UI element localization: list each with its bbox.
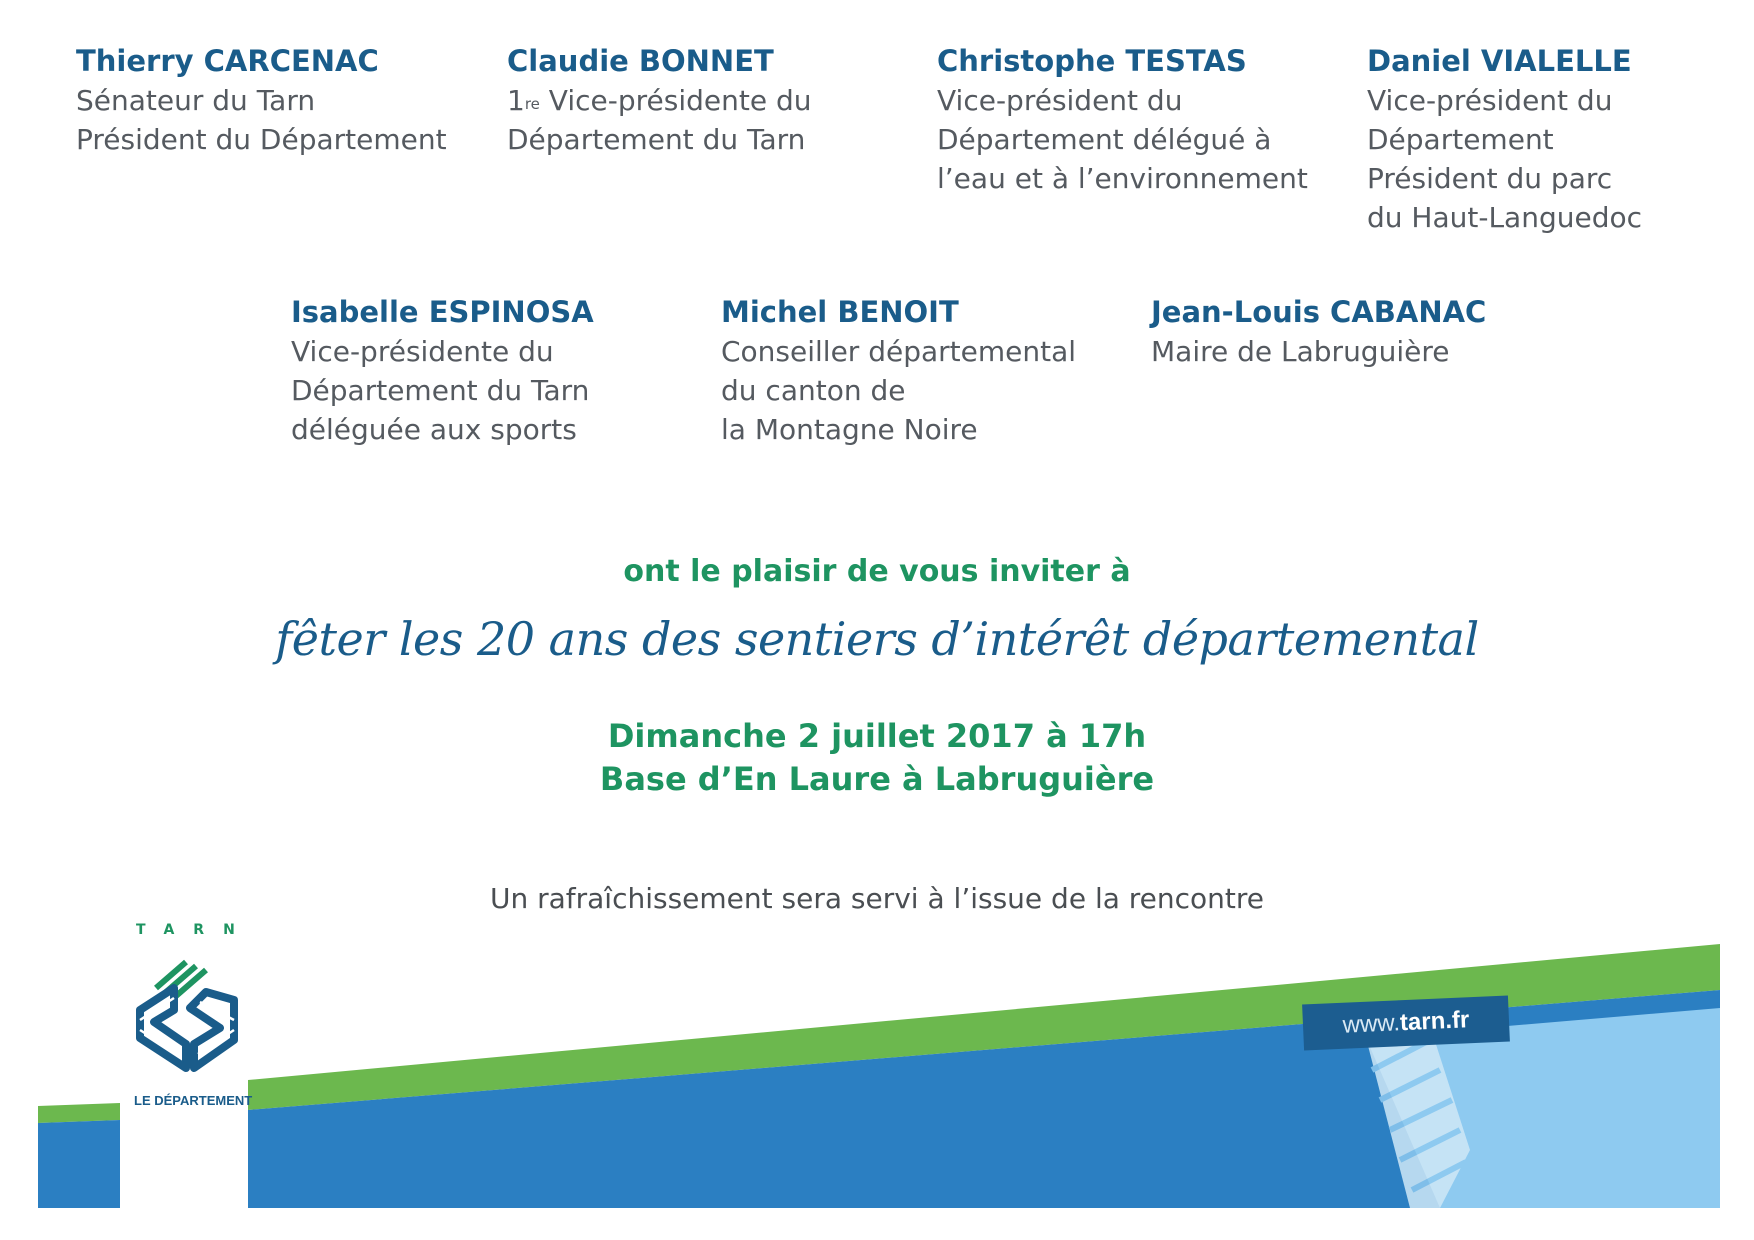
refreshment-note: Un rafraîchissement sera servi à l’issue de la rencontre — [489, 882, 1265, 915]
host-role-line: Département du Tarn — [507, 123, 806, 156]
host-role-line: Vice-président du — [1367, 84, 1613, 117]
host-michel-benoit — [721, 292, 1141, 449]
host-role-line: Maire de Labruguière — [1151, 335, 1450, 368]
host-role-line: Conseiller départemental — [721, 335, 1077, 368]
event-place: Base d’En Laure à Labruguière — [599, 760, 1155, 798]
website-domain: tarn.fr — [1399, 1006, 1470, 1037]
host-role-line: du canton de — [721, 374, 906, 407]
host-role-line: Président du Département — [76, 123, 447, 156]
host-thierry-carcenac — [76, 41, 496, 159]
logo-tarn-text: TARN — [136, 922, 254, 938]
event-title: fêter les 20 ans des sentiers d’intérêt départemental — [275, 612, 1479, 666]
host-name: Claudie BONNET — [507, 44, 774, 78]
host-role-line: la Montagne Noire — [721, 413, 978, 446]
banner-left-green-strip — [38, 1103, 120, 1123]
event-date: Dimanche 2 juillet 2017 à 17h — [607, 717, 1147, 755]
host-role-line: Vice-présidente du — [291, 335, 554, 368]
host-role-line-with-superscript: 1re Vice-présidente du — [507, 84, 812, 117]
host-role-line: déléguée aux sports — [291, 413, 577, 446]
host-role-line: Département délégué à — [937, 123, 1272, 156]
host-role-line: Département — [1367, 123, 1554, 156]
banner-left-blue-block — [38, 1120, 120, 1208]
host-name: Christophe TESTAS — [937, 44, 1247, 78]
host-name: Thierry CARCENAC — [76, 44, 379, 78]
tarn-department-logo-icon — [134, 958, 240, 1084]
host-role-line: Sénateur du Tarn — [76, 84, 316, 117]
website-prefix: www. — [1342, 1009, 1401, 1039]
footer-banner — [0, 920, 1754, 1240]
host-role-line: Président du parc — [1367, 162, 1613, 195]
host-role-line: Département du Tarn — [291, 374, 590, 407]
host-name: Jean-Louis CABANAC — [1151, 295, 1487, 329]
host-jean-louis-cabanac — [1151, 292, 1571, 371]
host-claudie-bonnet — [507, 41, 927, 159]
logo-department-text: LE DÉPARTEMENT — [134, 1093, 253, 1108]
host-christophe-testas — [937, 41, 1357, 198]
host-name: Daniel VIALELLE — [1367, 44, 1632, 78]
host-name: Michel BENOIT — [721, 295, 959, 329]
host-role-line: du Haut-Languedoc — [1367, 201, 1643, 234]
host-role-line: Vice-président du — [937, 84, 1183, 117]
host-role-line: l’eau et à l’environnement — [937, 162, 1308, 195]
host-isabelle-espinosa — [291, 292, 711, 449]
host-name: Isabelle ESPINOSA — [291, 295, 594, 329]
host-daniel-vialelle — [1367, 41, 1754, 237]
invitation-intro: ont le plaisir de vous inviter à — [623, 554, 1131, 589]
website-badge[interactable] — [1302, 996, 1510, 1051]
